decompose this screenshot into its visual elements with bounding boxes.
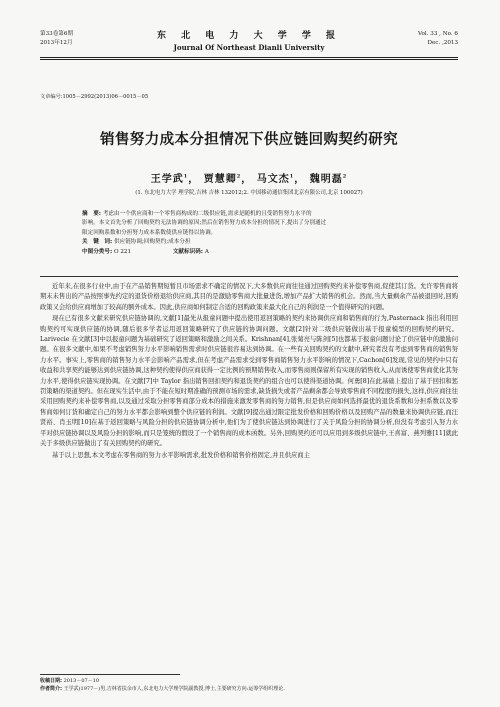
abstract-label: 摘 要:: [82, 211, 102, 217]
author-bio-label: 作者简介:: [40, 686, 62, 692]
author-affil-mark: 1: [289, 173, 295, 180]
journal-name-en: Journal Of Northeast Dianli University: [173, 43, 325, 52]
affiliation: (1. 东北电力大学 理学院,吉林 吉林 132012;2. 中国移动通信集团北京有限公司,北京 100027): [135, 190, 363, 196]
received-label: 收稿日期:: [40, 678, 62, 684]
date-en: Dec. ,2013: [427, 40, 458, 46]
author-affil-mark: 2: [342, 173, 348, 180]
article-number: 文章编号:1005－2992(2013)06－0015－05: [40, 94, 149, 100]
paragraph: 现在已有很多文献来研究供应链协调的,文献[1]最先从报童问题中提出使用返回策略的契约来协调供应商和销售商的行为,Pasternack 指出利用回购契约可实现供应链的协调,随后很多学者运用返回策略研究了供应链的协调问题。文献[2]针对二级供应链做出基于报童模型的回购契约研究。Larivecie 在文献[3]中以报童问题为基础研究了返回策略和激励之间关系。Krishnan[4],张菊亮与陈剑[5]也都基于报童问题讨论了供应链中的激励问题。在很多文献中,如果不考虑销售努力水平影响销售需求时供应链很容易达到协调。在一些有关回购契约的文献中,研究者没有考虑到零售商的销售努力水平。事实上,零售商的销售努力水平会影响产品需求,但在考虑产品需求受到零售商销售努力水平影响的情况下,Cachon[6]发现,常见的契约中只有收益和共享契约能够达到供应链协调,这种契约使得供应商获得一定比例的预期销售收入,而零售商则保留所有实现的销售收入,从而诱使零售商优化其努力水平,使得供应链实现协调。在文献[7]中 Taylor 指出销售回扣契约和退货契约的组合也可以使得渠道协调。何勇[8]在此基础上提出了基于回扣和惩罚策略的渠道契约。但在现实生活中,由于不能在短时期准确的预测市场的需求,缺货损失或者产品剩余都会导致零售商不同程度的损失,这样,供应商往往采用回购契约来补偿零售商,以及通过采取分担零售商部分成本的措施来激发零售商的努力销售,但是供应商如何选择最优的退货系数和分担系数以及零售商如何订货和确定自己的努力水平都会影响到整个供应链的利润。文献[9]提出通过限定批发价格和回购价格以及回购产品的数量来协调供应链,而汪贤裕、肖玉明[10]在基于返回策略与风险分担的供应链协调分析中,他们为了使供应链达到协调进行了关于风险分担的协调分析,但没有考虑引入努力水平对供应链协调以及风险分担的影响,而只是笼统的假设了一个销售商的成本函数。另外,回购契约还可以应用到多级供应链中,王喜富、燕列雅[11]就此关于多级供应链做出了有关回购契约的研究。: [40, 315, 458, 448]
paper-title: 销售努力成本分担情况下供应链回购契约研究: [100, 132, 398, 148]
keywords-label: 关 键 词:: [82, 239, 113, 246]
abstract-text: 考虑由一个供应商和一个零售商构成的二级供应链,需求是随机的且受销售努力水平的: [102, 211, 312, 217]
author-name: 马文杰: [256, 174, 290, 185]
header-center: [40, 28, 458, 52]
paragraph: 近年来,在很多行业中,由于在产品销售期短暂且市场需求不确定的情况下,大多数供应商往往通过回购契约来补偿零售商,促使其订货。允许零售商将期末未售出的产品按照事先约定的退货价格退给供应商,其目的是激励零售商大批量进货,增加产品扩大销售的机会。然而,当大量剩余产品被退回时,回购政策又会给供应商增加了较高的额外成本。因此,供应商如何制定合适的回购政策来最大化自己的利润是一个值得研究的问题。: [40, 283, 458, 311]
abstract-line: 限定回购系数和分担努力成本系数使供应链得以协调。: [82, 229, 217, 236]
keywords-line: [82, 238, 418, 247]
author-affil-mark: 2: [236, 173, 242, 180]
abstract-line: [82, 210, 418, 219]
footnote-rule: [40, 674, 180, 675]
received-date: 2013－07－10: [63, 678, 100, 684]
doc-code: A: [204, 248, 209, 255]
author-bio: 王学武(1977－)男,吉林省扶余市人,东北电力大学理学院副教授,博士,主要研究方向:运筹学组织理论.: [63, 686, 285, 692]
header-right: [418, 30, 458, 48]
author-affil-mark: 1: [183, 173, 189, 180]
author-list: 王学武$^1$， 贾慧卿$^2$， 马文杰$^1$， 魏明磊$^2$: [150, 173, 348, 185]
date-cn: 2013年12月: [40, 40, 73, 46]
author-name: 魏明磊: [309, 174, 343, 185]
footnote: [40, 677, 458, 693]
abstract-line: 影响。本文首先分析了回购契约无法协调的原因;然后在销售努力成本分担的情况下,提出了分别通过: [82, 220, 327, 227]
journal-name-cn: 东 北 电 力 大 学 学 报: [157, 31, 341, 41]
abstract-block: [82, 210, 418, 257]
classification-line: [82, 248, 418, 257]
received-line: [40, 677, 458, 685]
clc-code: O 221: [114, 248, 132, 255]
volume-cn: 第33卷第6期: [40, 31, 74, 37]
doc-code-label: 文献标识码:: [172, 248, 204, 255]
author-name: 王学武: [150, 174, 184, 185]
author-name: 贾慧卿: [203, 174, 237, 185]
volume-en: Vol. 33 , No. 6: [418, 31, 458, 37]
body-text: [40, 282, 458, 462]
keywords-text: 供应链协调;回购契约;成本分担: [114, 239, 191, 246]
abstract-separator: [40, 276, 458, 277]
header-rule-thick: [40, 57, 458, 58]
header-rule-thin: [40, 59, 458, 60]
paragraph: 基于以上思想,本文考虑在零售商的努力水平影响需求,批发价格和销售价格固定,并且供应商主: [52, 451, 310, 459]
author-bio-line: [40, 685, 458, 693]
running-header: [40, 18, 458, 58]
clc-label: 中图分类号:: [82, 248, 113, 255]
